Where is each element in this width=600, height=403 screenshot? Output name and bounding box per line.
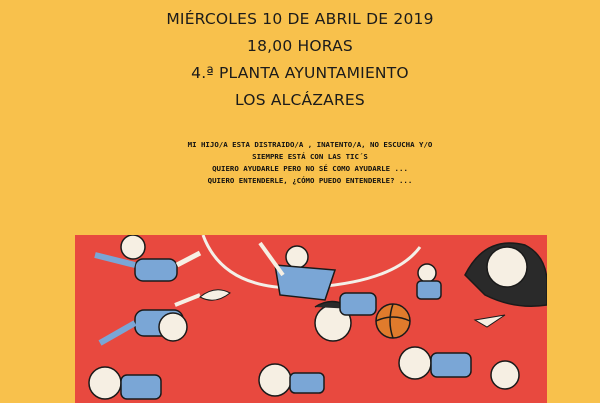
event-time: 18,00 HORAS xyxy=(247,37,353,55)
event-city: LOS ALCÁZARES xyxy=(235,91,365,109)
child-figure xyxy=(95,235,200,281)
concern-line-1: MI HIJO/A ESTA DISTRAIDO/A , INATENTO/A, NO ESCUCHA Y/O xyxy=(187,140,433,149)
concern-line-4: QUIERO ENTENDERLE, ¿CÓMO PUEDO ENTENDERLE? ... xyxy=(207,176,413,185)
concern-line-3: QUIERO AYUDARLE PERO NO SÉ COMO AYUDARLE ... xyxy=(212,164,408,173)
child-figure xyxy=(417,264,441,299)
ball xyxy=(376,304,410,338)
child-figure xyxy=(100,295,200,343)
event-place: 4.ª PLANTA AYUNTAMIENTO xyxy=(191,64,409,82)
event-date: MIÉRCOLES 10 DE ABRIL DE 2019 xyxy=(166,10,434,28)
children-illustration xyxy=(75,235,547,403)
paper-plane xyxy=(475,315,505,327)
child-figure xyxy=(465,243,547,306)
child-figure xyxy=(260,243,335,300)
concern-line-2: SIEMPRE ESTÁ CON LAS TIC´S xyxy=(252,152,368,161)
leaf xyxy=(200,290,230,300)
child-figure xyxy=(89,347,519,399)
parent-concerns-text xyxy=(0,139,600,187)
event-details xyxy=(0,6,600,114)
illustration-drawing xyxy=(75,235,547,403)
